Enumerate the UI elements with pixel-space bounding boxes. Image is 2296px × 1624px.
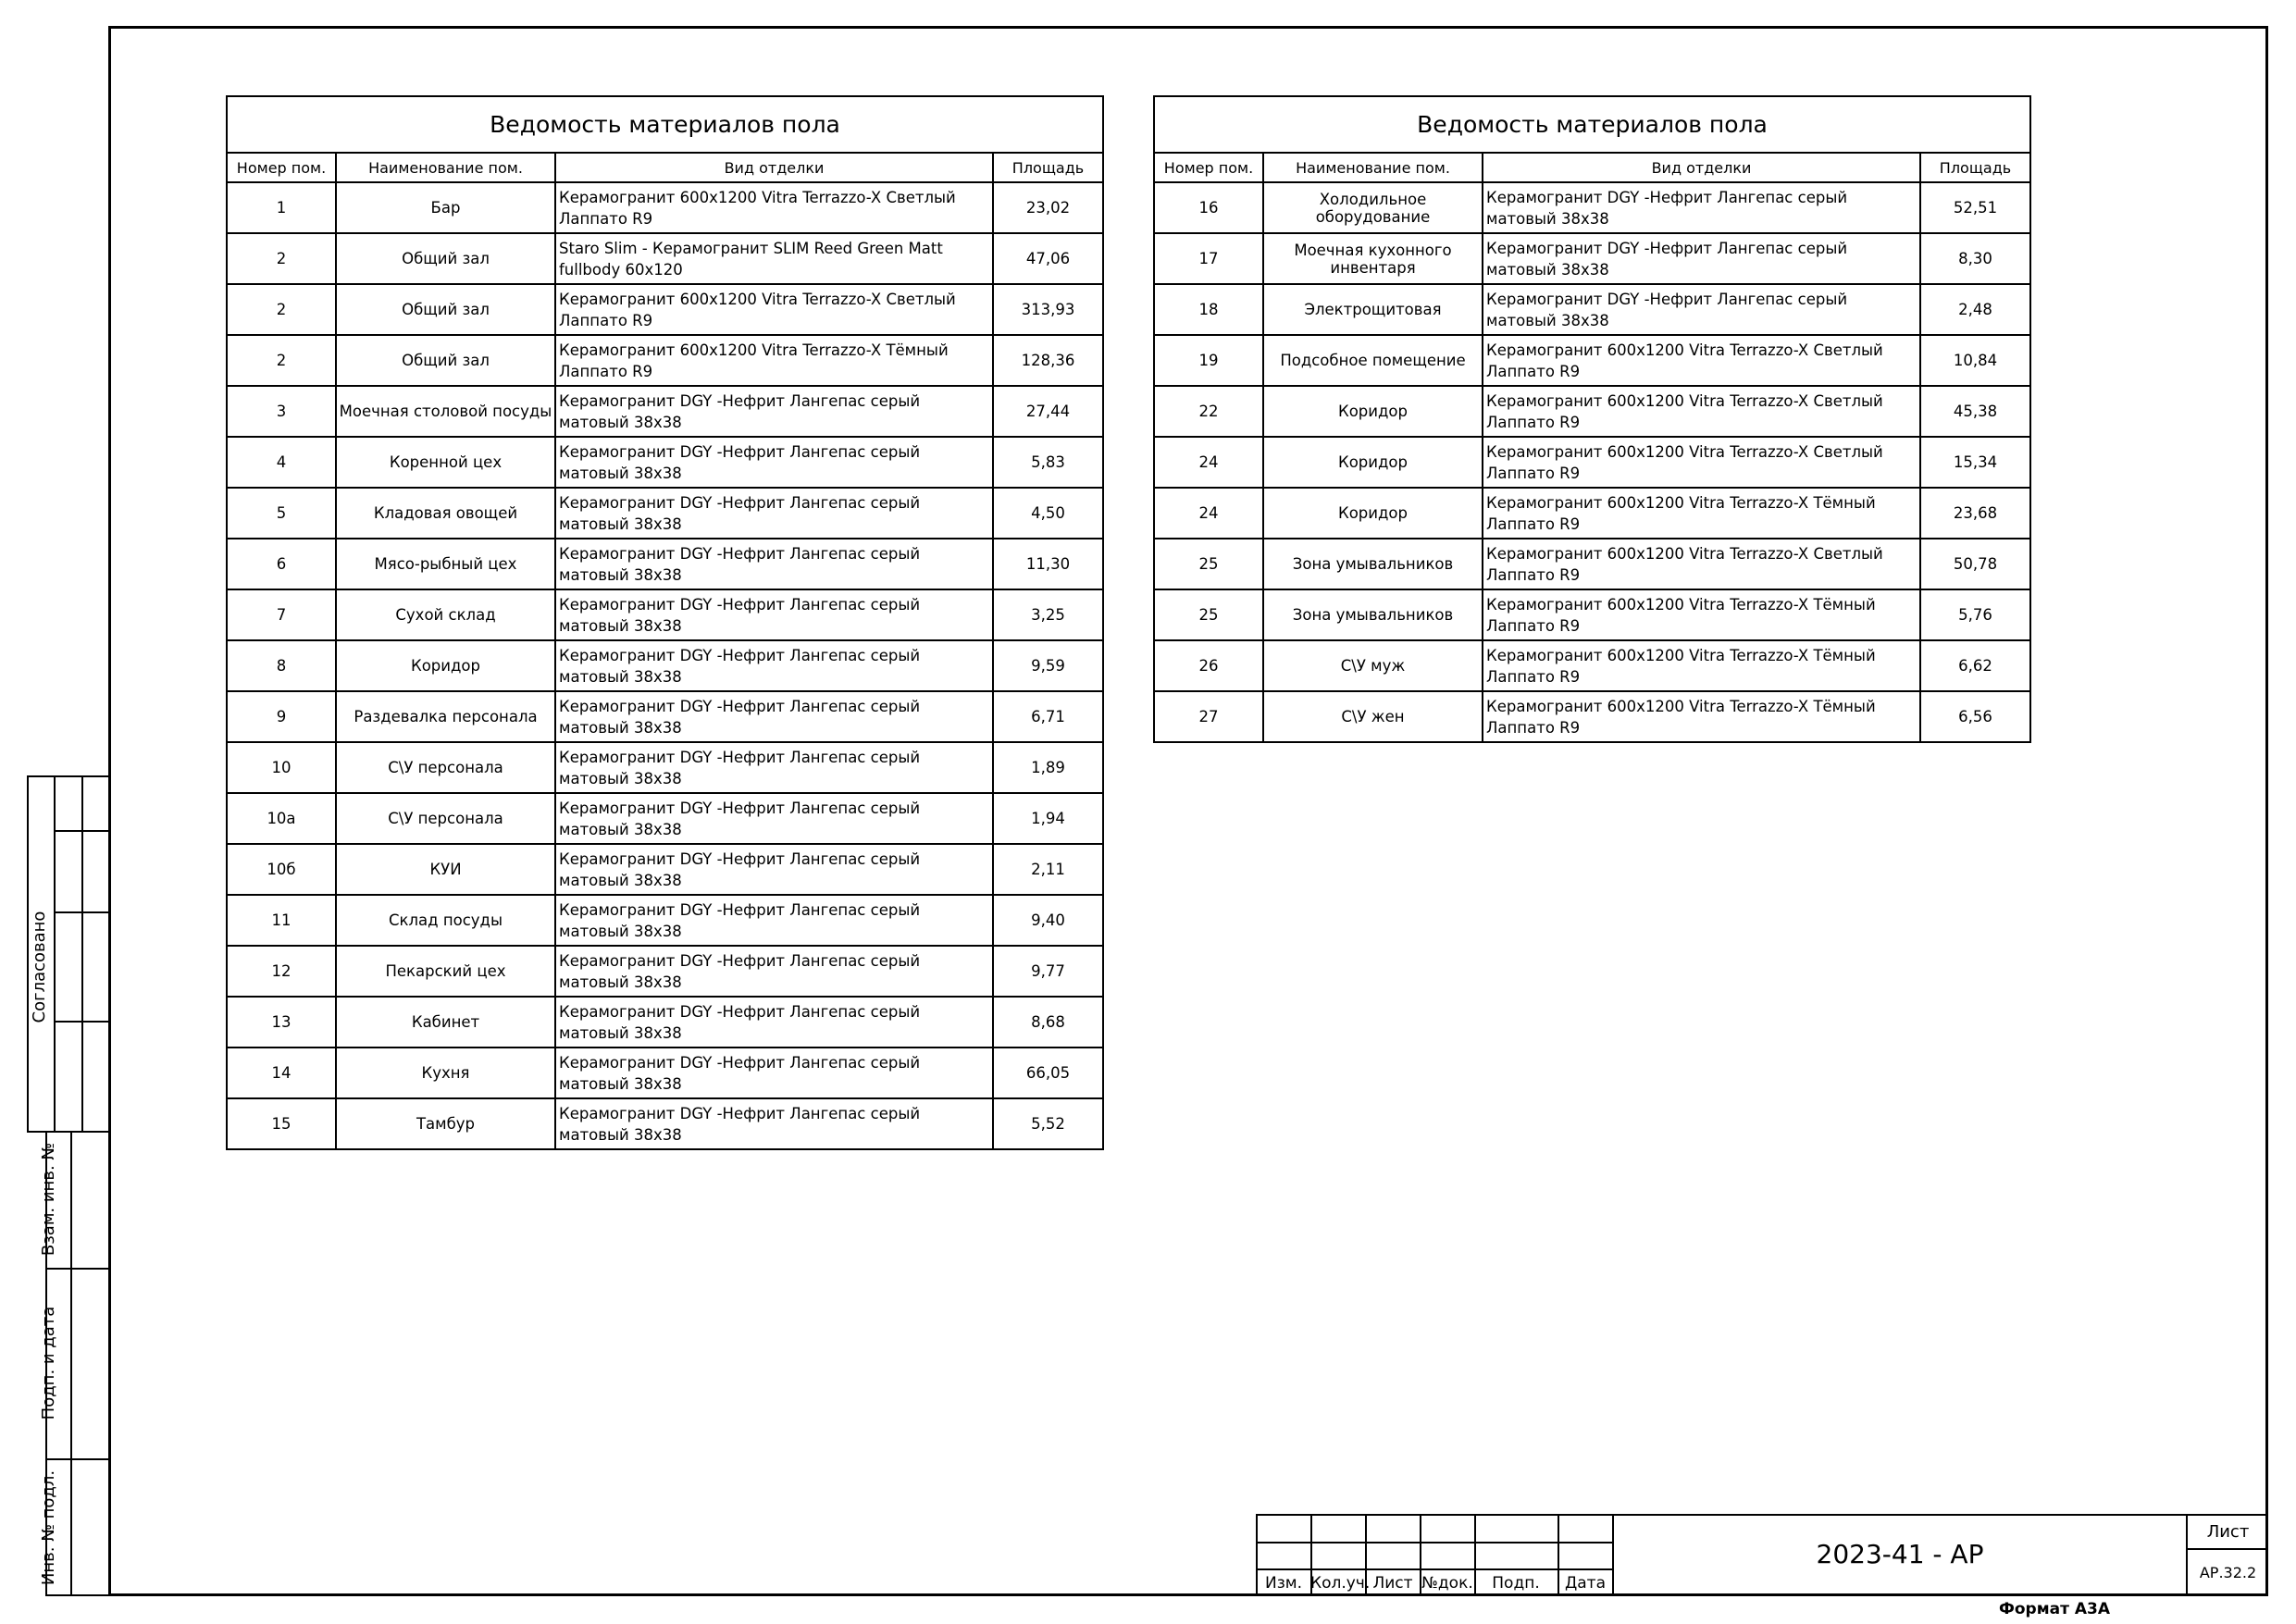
sign-date-label: Подп. и дата [39, 1306, 58, 1420]
area-cell: 313,93 [993, 284, 1103, 335]
table-row [1154, 335, 2030, 386]
col-header-room-number: Номер пом. [227, 153, 336, 182]
room-name-cell: Мясо-рыбный цех [336, 539, 555, 589]
stamp-divider [54, 830, 109, 832]
room-name-cell: С\У персонала [336, 742, 555, 793]
table-row [1154, 691, 2030, 742]
room-number-cell: 19 [1154, 335, 1263, 386]
stamp-divider [54, 1021, 109, 1023]
table-row [227, 997, 1103, 1048]
room-name-cell: Коридор [336, 640, 555, 691]
room-number-cell: 7 [227, 589, 336, 640]
room-name-cell: Пекарский цех [336, 946, 555, 997]
area-cell: 5,52 [993, 1098, 1103, 1149]
area-cell: 23,68 [1920, 488, 2030, 539]
room-name-cell: Коридор [1263, 386, 1483, 437]
finish-type-cell: Керамогранит 600х1200 Vitra Terrazzo-X Светлый Лаппато R9 [1483, 386, 1920, 437]
finish-type-cell: Керамогранит DGY -Нефрит Лангепас серый матовый 38х38 [555, 640, 993, 691]
area-cell: 66,05 [993, 1048, 1103, 1098]
room-number-cell: 3 [227, 386, 336, 437]
area-cell: 9,59 [993, 640, 1103, 691]
finish-type-cell: Керамогранит 600х1200 Vitra Terrazzo-X Светлый Лаппато R9 [555, 182, 993, 233]
table-row [227, 589, 1103, 640]
room-number-cell: 24 [1154, 488, 1263, 539]
room-name-cell: Сухой склад [336, 589, 555, 640]
finish-type-cell: Керамогранит DGY -Нефрит Лангепас серый матовый 38х38 [555, 539, 993, 589]
area-cell: 2,11 [993, 844, 1103, 895]
table-row [227, 437, 1103, 488]
room-name-cell: С\У жен [1263, 691, 1483, 742]
area-cell: 47,06 [993, 233, 1103, 284]
table-row [227, 895, 1103, 946]
table-row [1154, 640, 2030, 691]
area-cell: 10,84 [1920, 335, 2030, 386]
table-row [1154, 182, 2030, 233]
room-name-cell: Общий зал [336, 335, 555, 386]
area-cell: 4,50 [993, 488, 1103, 539]
finish-type-cell: Керамогранит DGY -Нефрит Лангепас серый матовый 38х38 [1483, 182, 1920, 233]
finish-type-cell: Керамогранит DGY -Нефрит Лангепас серый матовый 38х38 [555, 742, 993, 793]
finish-type-cell: Staro Slim - Керамогранит SLIM Reed Green Matt fullbody 60x120 [555, 233, 993, 284]
room-number-cell: 6 [227, 539, 336, 589]
finish-type-cell: Керамогранит 600х1200 Vitra Terrazzo-X Тёмный Лаппато R9 [1483, 691, 1920, 742]
area-cell: 50,78 [1920, 539, 2030, 589]
agreed-label: Согласовано [30, 911, 49, 1023]
room-number-cell: 24 [1154, 437, 1263, 488]
table-row [1154, 589, 2030, 640]
room-number-cell: 10б [227, 844, 336, 895]
room-number-cell: 10 [227, 742, 336, 793]
room-name-cell: Бар [336, 182, 555, 233]
room-number-cell: 27 [1154, 691, 1263, 742]
finish-type-cell: Керамогранит DGY -Нефрит Лангепас серый матовый 38х38 [555, 437, 993, 488]
floor-materials-table-1 [226, 95, 1104, 1150]
room-name-cell: Зона умывальников [1263, 539, 1483, 589]
area-cell: 8,30 [1920, 233, 2030, 284]
room-number-cell: 13 [227, 997, 336, 1048]
finish-type-cell: Керамогранит DGY -Нефрит Лангепас серый матовый 38х38 [555, 1098, 993, 1149]
room-name-cell: С\У муж [1263, 640, 1483, 691]
area-cell: 1,94 [993, 793, 1103, 844]
room-name-cell: КУИ [336, 844, 555, 895]
area-cell: 1,89 [993, 742, 1103, 793]
area-cell: 6,62 [1920, 640, 2030, 691]
col-header-finish-type: Вид отделки [1483, 153, 1920, 182]
room-number-cell: 11 [227, 895, 336, 946]
finish-type-cell: Керамогранит 600х1200 Vitra Terrazzo-X Светлый Лаппато R9 [1483, 539, 1920, 589]
table-row [227, 742, 1103, 793]
col-header-room-number: Номер пом. [1154, 153, 1263, 182]
area-cell: 9,77 [993, 946, 1103, 997]
area-cell: 3,25 [993, 589, 1103, 640]
col-header-room-name: Наименование пом. [336, 153, 555, 182]
col-header-finish-type: Вид отделки [555, 153, 993, 182]
area-cell: 27,44 [993, 386, 1103, 437]
room-name-cell: С\У персонала [336, 793, 555, 844]
room-number-cell: 10а [227, 793, 336, 844]
room-number-cell: 26 [1154, 640, 1263, 691]
room-name-cell: Тамбур [336, 1098, 555, 1149]
table-row [227, 335, 1103, 386]
table-row [1154, 233, 2030, 284]
room-name-cell: Коренной цех [336, 437, 555, 488]
finish-type-cell: Керамогранит DGY -Нефрит Лангепас серый матовый 38х38 [555, 997, 993, 1048]
col-header-area: Площадь [1920, 153, 2030, 182]
area-cell: 2,48 [1920, 284, 2030, 335]
table-row [227, 793, 1103, 844]
room-name-cell: Моечная кухонного инвентаря [1263, 233, 1483, 284]
finish-type-cell: Керамогранит DGY -Нефрит Лангепас серый матовый 38х38 [555, 1048, 993, 1098]
room-name-cell: Коридор [1263, 437, 1483, 488]
room-name-cell: Подсобное помещение [1263, 335, 1483, 386]
column-label-qty: Кол.уч. [1310, 1574, 1371, 1593]
room-number-cell: 14 [227, 1048, 336, 1098]
table-row [1154, 284, 2030, 335]
finish-type-cell: Керамогранит 600х1200 Vitra Terrazzo-X Тёмный Лаппато R9 [1483, 488, 1920, 539]
finish-type-cell: Керамогранит 600х1200 Vitra Terrazzo-X Тёмный Лаппато R9 [1483, 589, 1920, 640]
column-label-sheet: Лист [1372, 1574, 1413, 1593]
stamp-divider [54, 911, 109, 913]
room-number-cell: 17 [1154, 233, 1263, 284]
finish-type-cell: Керамогранит DGY -Нефрит Лангепас серый матовый 38х38 [555, 691, 993, 742]
room-name-cell: Раздевалка персонала [336, 691, 555, 742]
room-number-cell: 22 [1154, 386, 1263, 437]
room-number-cell: 2 [227, 233, 336, 284]
column-label-date: Дата [1564, 1574, 1607, 1593]
table-row [227, 488, 1103, 539]
replaced-inv-label: Взам. инв. № [39, 1142, 58, 1257]
area-cell: 52,51 [1920, 182, 2030, 233]
finish-type-cell: Керамогранит DGY -Нефрит Лангепас серый матовый 38х38 [1483, 284, 1920, 335]
area-cell: 6,71 [993, 691, 1103, 742]
room-name-cell: Общий зал [336, 284, 555, 335]
table-row [1154, 488, 2030, 539]
area-cell: 5,83 [993, 437, 1103, 488]
table-title: Ведомость материалов пола [1154, 96, 2030, 153]
table-row [227, 946, 1103, 997]
table-row [1154, 437, 2030, 488]
document-code: 2023-41 - АР [1816, 1539, 1984, 1569]
finish-type-cell: Керамогранит DGY -Нефрит Лангепас серый матовый 38х38 [555, 386, 993, 437]
finish-type-cell: Керамогранит 600х1200 Vitra Terrazzo-X Тёмный Лаппато R9 [555, 335, 993, 386]
room-number-cell: 18 [1154, 284, 1263, 335]
room-number-cell: 2 [227, 284, 336, 335]
col-header-room-name: Наименование пом. [1263, 153, 1483, 182]
room-name-cell: Кладовая овощей [336, 488, 555, 539]
finish-type-cell: Керамогранит 600х1200 Vitra Terrazzo-X Тёмный Лаппато R9 [1483, 640, 1920, 691]
room-name-cell: Склад посуды [336, 895, 555, 946]
room-number-cell: 2 [227, 335, 336, 386]
room-name-cell: Кухня [336, 1048, 555, 1098]
table-row [227, 539, 1103, 589]
room-name-cell: Электрощитовая [1263, 284, 1483, 335]
table-row [227, 182, 1103, 233]
table-row [227, 691, 1103, 742]
room-number-cell: 15 [227, 1098, 336, 1149]
finish-type-cell: Керамогранит DGY -Нефрит Лангепас серый матовый 38х38 [1483, 233, 1920, 284]
sheet-number: АР.32.2 [2199, 1564, 2257, 1581]
area-cell: 128,36 [993, 335, 1103, 386]
room-name-cell: Коридор [1263, 488, 1483, 539]
room-name-cell: Зона умывальников [1263, 589, 1483, 640]
table-row [227, 233, 1103, 284]
column-label-change: Изм. [1265, 1574, 1302, 1593]
room-number-cell: 25 [1154, 539, 1263, 589]
room-number-cell: 9 [227, 691, 336, 742]
room-number-cell: 4 [227, 437, 336, 488]
room-number-cell: 1 [227, 182, 336, 233]
table-row [227, 1048, 1103, 1098]
table-row [227, 386, 1103, 437]
column-label-signature: Подп. [1492, 1574, 1540, 1593]
sheet-label: Лист [2206, 1522, 2250, 1542]
stamp-divider [54, 775, 56, 1133]
grid-line [2186, 1548, 2268, 1550]
table-row [227, 1098, 1103, 1149]
area-cell: 23,02 [993, 182, 1103, 233]
floor-materials-table-2 [1153, 95, 2031, 743]
room-number-cell: 8 [227, 640, 336, 691]
col-header-area: Площадь [993, 153, 1103, 182]
table-row [1154, 539, 2030, 589]
room-name-cell: Моечная столовой посуды [336, 386, 555, 437]
finish-type-cell: Керамогранит DGY -Нефрит Лангепас серый матовый 38х38 [555, 946, 993, 997]
area-cell: 8,68 [993, 997, 1103, 1048]
stamp-divider [81, 775, 83, 1133]
finish-type-cell: Керамогранит DGY -Нефрит Лангепас серый матовый 38х38 [555, 793, 993, 844]
inv-original-label: Инв. № подл. [39, 1469, 58, 1586]
area-cell: 6,56 [1920, 691, 2030, 742]
room-name-cell: Кабинет [336, 997, 555, 1048]
format-label: Формат А3А [1999, 1600, 2110, 1618]
table-row [227, 844, 1103, 895]
room-number-cell: 5 [227, 488, 336, 539]
room-number-cell: 16 [1154, 182, 1263, 233]
finish-type-cell: Керамогранит 600х1200 Vitra Terrazzo-X Светлый Лаппато R9 [1483, 335, 1920, 386]
table-row [1154, 386, 2030, 437]
table-row [227, 284, 1103, 335]
finish-type-cell: Керамогранит 600х1200 Vitra Terrazzo-X Светлый Лаппато R9 [1483, 437, 1920, 488]
finish-type-cell: Керамогранит 600х1200 Vitra Terrazzo-X Светлый Лаппато R9 [555, 284, 993, 335]
finish-type-cell: Керамогранит DGY -Нефрит Лангепас серый матовый 38х38 [555, 488, 993, 539]
finish-type-cell: Керамогранит DGY -Нефрит Лангепас серый матовый 38х38 [555, 895, 993, 946]
column-label-doc-no: №док. [1421, 1574, 1473, 1593]
area-cell: 15,34 [1920, 437, 2030, 488]
finish-type-cell: Керамогранит DGY -Нефрит Лангепас серый матовый 38х38 [555, 589, 993, 640]
room-name-cell: Общий зал [336, 233, 555, 284]
area-cell: 9,40 [993, 895, 1103, 946]
table-row [227, 640, 1103, 691]
area-cell: 5,76 [1920, 589, 2030, 640]
room-number-cell: 12 [227, 946, 336, 997]
room-number-cell: 25 [1154, 589, 1263, 640]
stamp-divider [70, 1131, 72, 1596]
table-title: Ведомость материалов пола [227, 96, 1103, 153]
area-cell: 11,30 [993, 539, 1103, 589]
room-name-cell: Холодильное оборудование [1263, 182, 1483, 233]
area-cell: 45,38 [1920, 386, 2030, 437]
finish-type-cell: Керамогранит DGY -Нефрит Лангепас серый матовый 38х38 [555, 844, 993, 895]
